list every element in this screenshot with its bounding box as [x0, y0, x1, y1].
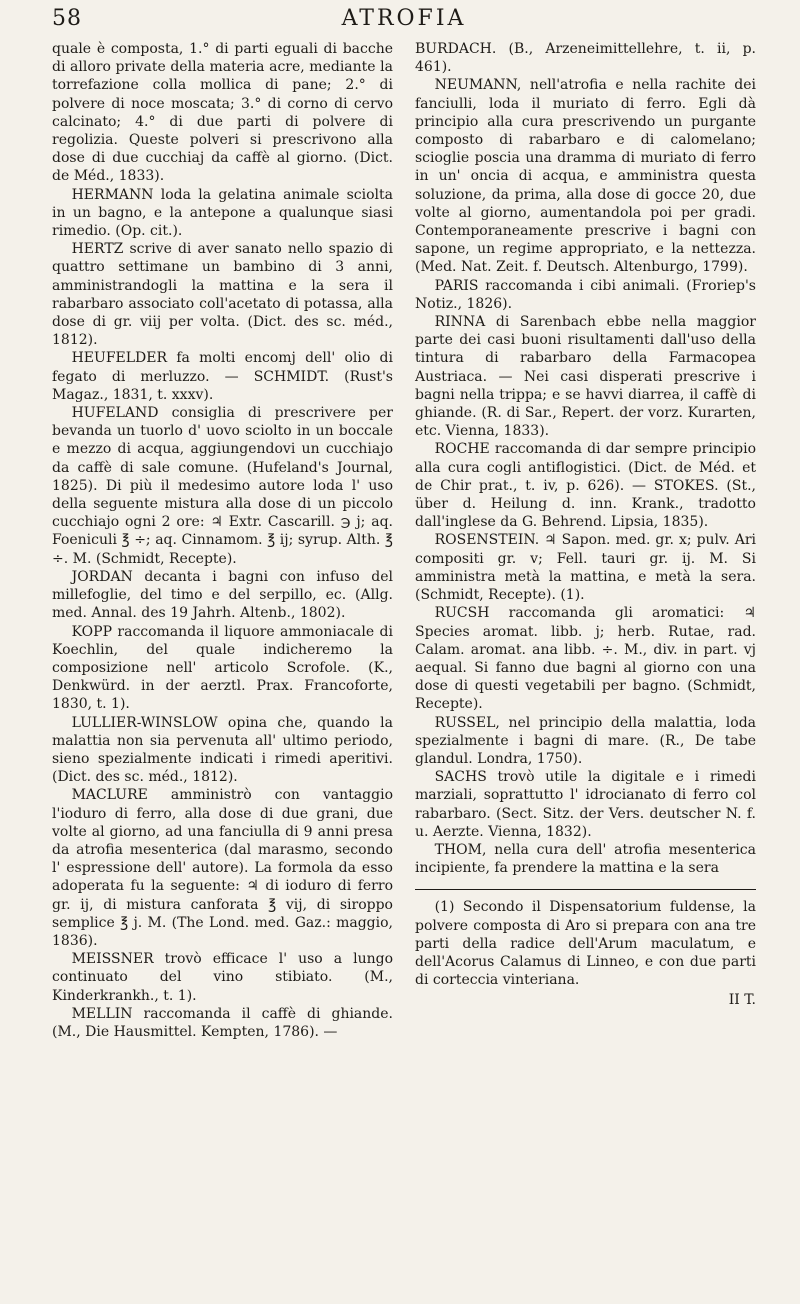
running-title: ATROFIA [341, 6, 467, 31]
paragraph: NEUMANN, nell'atrofia e nella rachite dei fanciulli, loda il muriato di ferro. Egli dà principio alla cura prescrivendo un purgante composto di rabarbaro e di calomelano; scioglie poscia una dramma di muriato di ferro in un' oncia di acqua, e amministra questa soluzione, da prima, alla dose di gocce 20, due volte al giorno, aumentandola poi per gradi. Contemporaneamente prescrive i bagni con sapone, un regime appropriato, e la nettezza. (Med. Nat. Zeit. f. Deutsch. Altenburgo, 1799). [415, 77, 756, 276]
signature-mark: II T. [728, 992, 756, 1009]
paragraph: MACLURE amministrò con vantaggio l'ioduro di ferro, alla dose di due grani, due volte al giorno, ad una fanciulla di 9 anni presa da atrofia mesenterica (dal marasmo, secondo l' espressione dell' autore). La formola da esso adoperata fu la seguente: ♃ di ioduro di ferro gr. ij, di mistura canforata ℥ vij, di siroppo semplice ℥ j. M. (The Lond. med. Gaz.: maggio, 1836). [52, 787, 393, 949]
two-column-body [52, 40, 756, 1041]
paragraph: LULLIER-WINSLOW opina che, quando la malattia non sia pervenuta all' ultimo periodo, sieno spezialmente indicati i rimedi aperitivi. (Dict. des sc. méd., 1812). [52, 714, 393, 786]
right-column-paragraphs [415, 40, 756, 877]
paragraph: ROSENSTEIN. ♃ Sapon. med. gr. x; pulv. Ari compositi gr. v; Fell. tauri gr. ij. M. Si amministra metà la mattina, e metà la sera. (Schmidt, Recepte). (1). [415, 532, 756, 604]
paragraph: SACHS trovò utile la digitale e i rimedi marziali, soprattutto l' idrocianato di ferro col rabarbaro. (Sect. Sitz. der Vers. deutscher N. f. u. Aerzte. Vienna, 1832). [415, 769, 756, 840]
right-column [415, 40, 756, 1041]
footnote: (1) Secondo il Dispensatorium fuldense, la polvere composta di Aro si prepara con ana tre parti della radice dell'Arum maculatum, e dell'Acorus Calamus di Linneo, e con due parti di corteccia vinteriana. [415, 899, 756, 989]
page-header [52, 0, 756, 40]
paragraph: HEUFELDER fa molti encomj dell' olio di fegato di merluzzo. — SCHMIDT. (Rust's Magaz., 1831, t. xxxv). [52, 350, 393, 403]
paragraph: RUCSH raccomanda gli aromatici: ♃ Species aromat. libb. j; herb. Rutae, rad. Calam. aromat. ana libb. ÷. M., div. in part. vj aequal. Si fanno due bagni al giorno con una dose di questi vegetabili per bagno. (Schmidt, Recepte). [415, 605, 756, 713]
left-column [52, 40, 393, 1041]
paragraph: RUSSEL, nel principio della malattia, loda spezialmente i bagni di mare. (R., De tabe glandul. Londra, 1750). [415, 714, 756, 767]
paragraph: THOM, nella cura dell' atrofia mesenterica incipiente, fa prendere la mattina e la sera [415, 841, 756, 877]
page-number: 58 [52, 6, 82, 31]
paragraph: HERMANN loda la gelatina animale sciolta in un bagno, e la antepone a qualunque siasi rimedio. (Op. cit.). [52, 186, 393, 240]
paragraph: JORDAN decanta i bagni con infuso del millefoglie, del timo e del serpillo, ec. (Allg. med. Annal. des 19 Jahrh. Altenb., 1802). [52, 568, 393, 622]
paragraph: KOPP raccomanda il liquore ammoniacale di Koechlin, del quale indicheremo la composizione nell' articolo Scrofole. (K., Denkwürd. in der aerztl. Prax. Francoforte, 1830, t. 1). [52, 623, 393, 713]
paragraph: ROCHE raccomanda di dar sempre principio alla cura cogli antiflogistici. (Dict. de Méd. et de Chir prat., t. iv, p. 626). — STOKES. (St., über d. Heilung d. inn. Krank., tradotto dall'inglese da G. Behrend. Lipsia, 1835). [415, 441, 756, 531]
paragraph: HERTZ scrive di aver sanato nello spazio di quattro settimane un bambino di 3 anni, amministrandogli la mattina e la sera il rabarbaro associato coll'acetato di potassa, alla dose di gr. viij per volta. (Dict. des sc. méd., 1812). [52, 241, 393, 349]
paragraph: MELLIN raccomanda il caffè di ghiande. (M., Die Hausmittel. Kempten, 1786). — [52, 1005, 393, 1040]
paragraph: MEISSNER trovò efficace l' uso a lungo continuato del vino stibiato. (M., Kinderkrankh., t. 1). [52, 951, 393, 1004]
paragraph: RINNA di Sarenbach ebbe nella maggior parte dei casi buoni risultamenti dall'uso della tintura di rabarbaro della Farmacopea Austriaca. — Nei casi disperati prescrive i bagni nella trippa; e se havvi diarrea, il caffè di ghiande. (R. di Sar., Repert. der vorz. Kurarten, etc. Vienna, 1833). [415, 314, 756, 440]
paragraph: BURDACH. (B., Arzeneimittellehre, t. ii, p. 461). [415, 41, 756, 76]
paragraph: quale è composta, 1.° di parti eguali di bacche di alloro private della materia acre, mediante la torrefazione colla mollica di pane; 2.° di polvere di noce moscata; 3.° di corno di cervo calcinato; 4.° di due parti di polvere di regolizia. Queste polveri si prescrivono alla dose di due cucchiaj da caffè al giorno. (Dict. de Méd., 1833). [52, 41, 393, 185]
paragraph: HUFELAND consiglia di prescrivere per bevanda un tuorlo d' uovo sciolto in un boccale e mezzo di acqua, aggiungendovi un cucchiajo da caffè di sale comune. (Hufeland's Journal, 1825). Di più il medesimo autore loda l' uso della seguente mistura alla dose di un piccolo cucchiajo ogni 2 ore: ♃ Extr. Cascarill. ℈ j; aq. Foeniculi ℥ ÷; aq. Cinnamom. ℥ ij; syrup. Alth. ℥ ÷. M. (Schmidt, Recepte). [52, 405, 393, 567]
footnote-rule [415, 889, 756, 890]
paragraph: PARIS raccomanda i cibi animali. (Froriep's Notiz., 1826). [415, 277, 756, 312]
